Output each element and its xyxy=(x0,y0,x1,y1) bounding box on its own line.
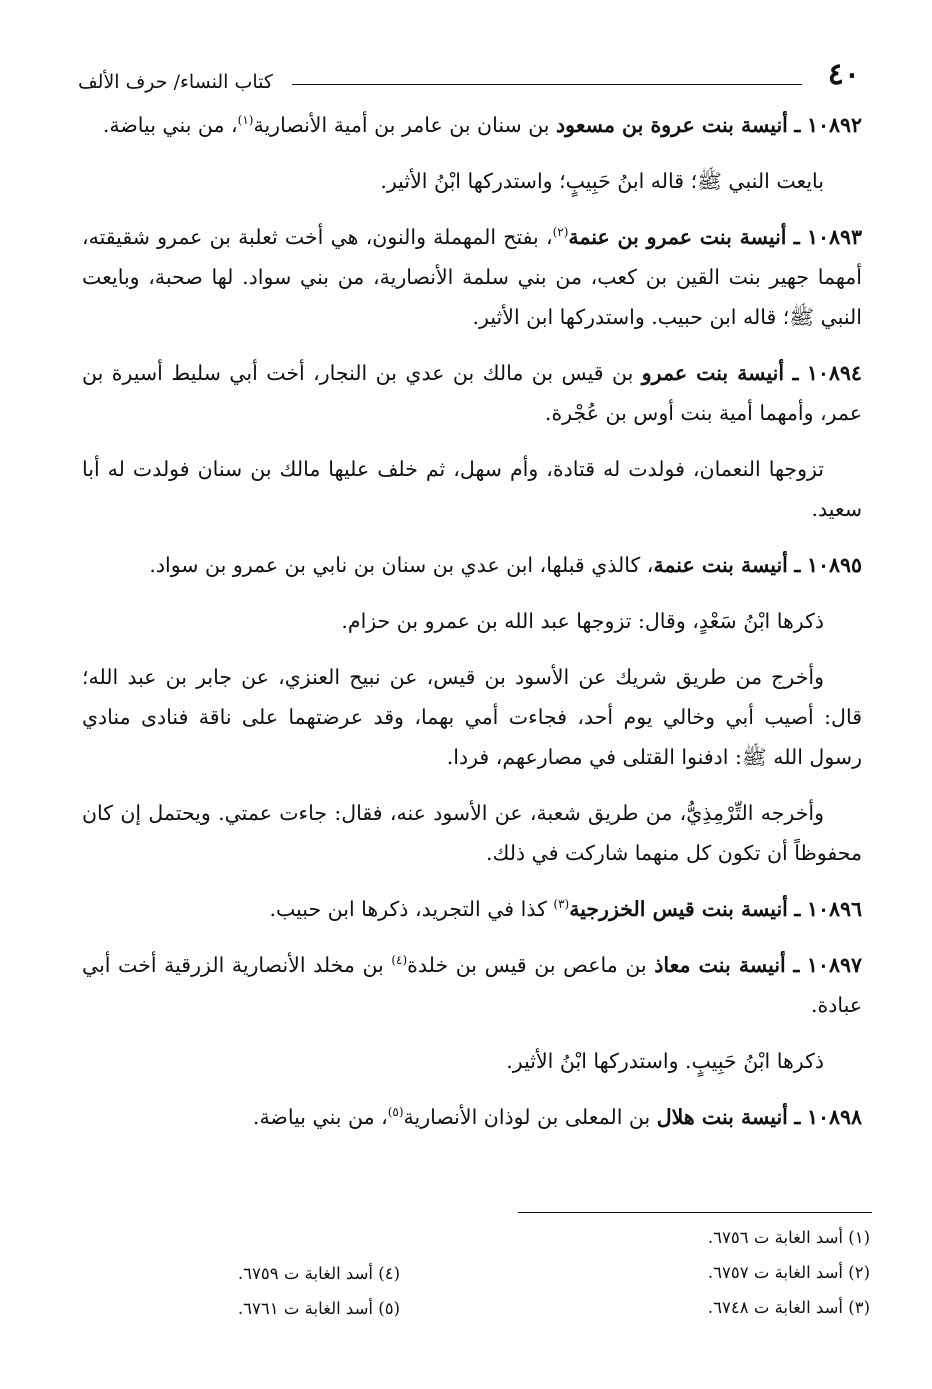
entry-10894 xyxy=(82,353,862,433)
footnote-ref[interactable]: (٤) xyxy=(391,953,408,968)
entry-name: أنيسة بنت هلال xyxy=(656,1105,788,1129)
footnotes xyxy=(180,1220,870,1330)
running-title: كتاب النساء/ حرف الألف xyxy=(78,71,273,93)
footnote-2: (٢) أسد الغابة ت ٦٧٥٧. xyxy=(707,1263,870,1282)
paragraph: وأخرجه التِّرْمِذِيُّ، من طريق شعبة، عن الأسود عنه، فقال: جاءت عمتي. ويحتمل إن كان محفوظاً أن تكون كل منهما شاركت في ذلك. xyxy=(82,801,862,865)
entry-text: كذا في التجريد، ذكرها ابن حبيب. xyxy=(269,897,554,921)
entry-dash: ـ xyxy=(793,953,800,977)
entry-10895 xyxy=(82,545,862,585)
body-text xyxy=(82,105,862,1153)
footnote-ref[interactable]: (٣) xyxy=(553,897,570,912)
entry-lineage: بن المعلى بن لوذان الأنصارية xyxy=(403,1105,651,1129)
entry-name: أنيسة بنت عمرو xyxy=(641,361,785,385)
entry-number: ١٠٨٩٨ xyxy=(806,1105,862,1129)
paragraph: ذكرها ابْنُ سَعْدٍ، وقال: تزوجها عبد الله بن عمرو بن حزام. xyxy=(341,609,824,633)
entry-number: ١٠٨٩٥ xyxy=(806,553,862,577)
entry-10892 xyxy=(82,105,862,145)
footnote-rule xyxy=(518,1212,872,1213)
entry-number: ١٠٨٩٢ xyxy=(806,113,862,137)
entry-name: أنيسة بنت عمرو بن عنمة xyxy=(568,225,787,249)
entry-dash: ـ xyxy=(793,225,800,249)
entry-number: ١٠٨٩٧ xyxy=(806,953,862,977)
entry-name: أنيسة بنت قيس الخزرجية xyxy=(569,897,788,921)
entry-text: ، بفتح المهملة والنون، هي أخت ثعلبة بن عمرو شقيقته، أمهما جهير بنت القين بن كعب، من بني سلمة الأنصارية، من بني سواد. لها صحبة، وبايعت النبي ﷺ؛ قاله ابن حبيب. واستدركها ابن الأثير. xyxy=(82,225,862,329)
entry-number: ١٠٨٩٤ xyxy=(806,361,862,385)
entry-dash: ـ xyxy=(792,361,799,385)
footnote-1: (١) أسد الغابة ت ٦٧٥٦. xyxy=(707,1228,870,1247)
footnote-3: (٣) أسد الغابة ت ٦٧٤٨. xyxy=(707,1298,870,1317)
entry-text: ، من بني بياضة. xyxy=(102,113,238,137)
entry-dash: ـ xyxy=(794,1105,801,1129)
footnote-4: (٤) أسد الغابة ت ٦٧٥٩. xyxy=(237,1264,400,1283)
footnote-ref[interactable]: (٥) xyxy=(387,1105,404,1120)
entry-number: ١٠٨٩٣ xyxy=(806,225,862,249)
entry-text: ، من بني بياضة. xyxy=(252,1105,388,1129)
entry-name: أنيسة بنت عنمة xyxy=(653,553,788,577)
entry-name: أنيسة بنت عروة بن مسعود xyxy=(556,113,788,137)
footnote-5: (٥) أسد الغابة ت ٦٧٦١. xyxy=(237,1299,400,1318)
paragraph: تزوجها النعمان، فولدت له قتادة، وأم سهل، ثم خلف عليها مالك بن سنان فولدت له أبا سعيد. xyxy=(82,457,862,521)
entry-10898 xyxy=(82,1097,862,1137)
entry-lineage: بن ماعص بن قيس بن خلدة xyxy=(407,953,647,977)
entry-text: ، كالذي قبلها، ابن عدي بن سنان بن نابي بن عمرو بن سواد. xyxy=(149,553,654,577)
entry-10896 xyxy=(82,889,862,929)
entry-name: أنيسة بنت معاذ xyxy=(654,953,786,977)
entry-dash: ـ xyxy=(794,113,801,137)
paragraph: بايعت النبي ﷺ؛ قاله ابنُ حَبِيبٍ؛ واستدركها ابْنُ الأثير. xyxy=(380,169,824,193)
entry-dash: ـ xyxy=(794,553,801,577)
paragraph: ذكرها ابْنُ حَبِيبٍ. واستدركها ابْنُ الأثير. xyxy=(506,1049,824,1073)
entry-lineage: بن سنان بن عامر بن أمية الأنصارية xyxy=(253,113,550,137)
footnote-ref[interactable]: (١) xyxy=(237,113,254,128)
entry-dash: ـ xyxy=(794,897,801,921)
page-header xyxy=(78,58,860,98)
footnote-column-left xyxy=(180,1256,400,1326)
footnote-ref[interactable]: (٢) xyxy=(552,225,569,240)
entry-text: بن مخلد الأنصارية الزرقية أخت أبي عبادة. xyxy=(82,953,862,1017)
entry-text: بن قيس بن مالك بن عدي بن النجار، أخت أبي سليط أسيرة بن عمر، وأمهما أمية بنت أوس بن عُجْرة. xyxy=(82,361,862,425)
entry-10893 xyxy=(82,217,862,337)
paragraph: وأخرج من طريق شريك عن الأسود بن قيس، عن نبيح العنزي، عن جابر بن عبد الله؛ قال: أصيب أبي وخالي يوم أحد، فجاءت أمي بهما، وقد عرضتهما على ناقة فنادى منادي رسول الله ﷺ: ادفنوا القتلى في مصارعهم، فردا. xyxy=(82,665,862,769)
footnote-column-right xyxy=(620,1220,870,1325)
entry-10897 xyxy=(82,945,862,1025)
entry-number: ١٠٨٩٦ xyxy=(806,897,862,921)
page-number: ٤٠ xyxy=(827,57,860,92)
header-rule xyxy=(292,84,802,85)
